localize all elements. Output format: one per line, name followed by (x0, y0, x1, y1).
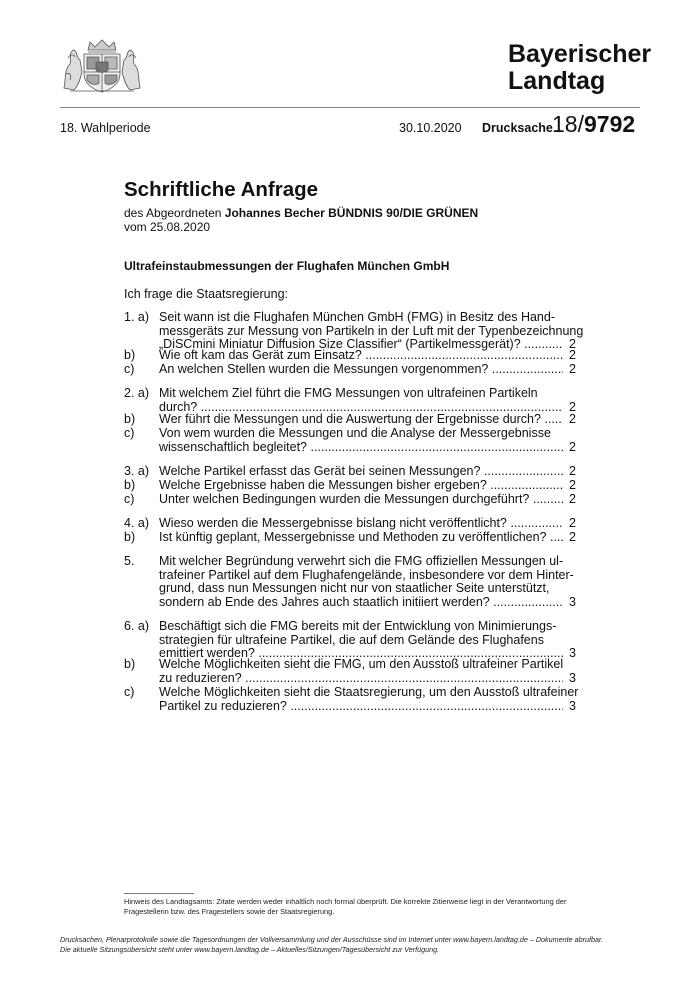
submission-date: vom 25.08.2020 (124, 220, 211, 234)
question-text-line: Wer führt die Messungen und die Auswertung der Ergebnisse durch? ..... (159, 413, 563, 427)
question-text-line: trafeiner Partikel auf dem Flughafengelände, insbesondere vor dem Hinter- (159, 567, 574, 582)
question-label: c) (124, 362, 135, 376)
question-item (124, 531, 576, 545)
author-name: Johannes Becher BÜNDNIS 90/DIE GRÜNEN (224, 206, 479, 220)
question-label: 1. a) (124, 310, 150, 324)
question-text-line: Welche Möglichkeiten sieht die FMG, um den Ausstoß ultrafeiner Partikel (159, 657, 564, 671)
question-text-line: Welche Möglichkeiten sieht die Staatsregierung, um den Ausstoß ultrafeiner (159, 685, 579, 699)
answer-page-number: 3 (569, 595, 576, 610)
page-footer (60, 935, 640, 954)
subject-heading: Ultrafeinstaubmessungen der Flughafen München GmbH (124, 259, 450, 273)
question-text-line: zu reduzieren? ..... (159, 672, 563, 686)
question-label: c) (124, 426, 135, 440)
drucksache-number (552, 111, 635, 137)
question-label: 4. a) (124, 516, 150, 530)
question-text-line: Wieso werden die Messergebnisse bislang nicht veröffentlicht? ..... (159, 517, 563, 531)
question-label: c) (124, 685, 135, 699)
answer-page-number: 2 (569, 347, 576, 362)
header-divider (60, 107, 640, 108)
question-text (159, 349, 571, 363)
question-text (159, 363, 571, 377)
question-item (124, 658, 576, 685)
question-text-line: Seit wann ist die Flughafen München GmbH (FMG) in Besitz des Hand- (159, 310, 556, 324)
footnote-divider (124, 893, 194, 894)
footer-line-2: Die aktuelle Sitzungsübersicht steht unter www.bayern.landtag.de – Aktuelles/Sitzungen/Tagesübersicht zur Verfügung. (60, 944, 440, 954)
question-text-line: wissenschaftlich begleitet? ..... (159, 441, 563, 455)
drucksache-label: Drucksache (482, 121, 553, 135)
question-text-line: Ist künftig geplant, Messergebnisse und Methoden zu veröffentlichen? ..... (159, 531, 563, 545)
question-item (124, 310, 584, 352)
answer-page-number: 2 (569, 411, 576, 426)
author-prefix: des Abgeordneten (124, 206, 222, 220)
drucksache-number-main: 9792 (583, 111, 636, 137)
question-label: 2. a) (124, 386, 150, 400)
question-text-line: Wie oft kam das Gerät zum Einsatz? ..... (159, 349, 563, 363)
answer-page-number: 2 (569, 491, 576, 506)
answer-page-number: 3 (569, 698, 576, 713)
question-text (159, 620, 571, 661)
answer-page-number: 2 (569, 361, 576, 376)
question-label: b) (124, 348, 136, 362)
footnote (124, 897, 584, 916)
question-text (159, 387, 571, 414)
drucksache-number-prefix: 18/ (552, 111, 584, 137)
question-text (159, 658, 571, 685)
author-line (124, 206, 478, 220)
question-label: b) (124, 478, 136, 492)
question-text-line: Welche Ergebnisse haben die Messungen bisher ergeben? ..... (159, 479, 563, 493)
question-text-line: messgeräts zur Messung von Partikeln in der Luft mit der Typenbezeichnung (159, 323, 584, 338)
question-text-line: Partikel zu reduzieren? ..... (159, 700, 563, 714)
question-text-line: Beschäftigt sich die FMG bereits mit der Entwicklung von Minimierungs- (159, 619, 557, 633)
question-text (159, 554, 574, 610)
answer-page-number: 2 (569, 477, 576, 492)
question-item (124, 349, 576, 363)
question-label: b) (124, 657, 136, 671)
question-label: 3. a) (124, 464, 150, 478)
question-text (159, 479, 571, 493)
answer-page-number: 2 (569, 463, 576, 478)
answer-page-number: 2 (569, 399, 576, 414)
question-text-line: Unter welchen Bedingungen wurden die Messungen durchgeführt? ..... (159, 493, 563, 507)
question-text-line: Welche Partikel erfasst das Gerät bei seinen Messungen? ..... (159, 465, 563, 479)
question-text (159, 413, 571, 427)
answer-page-number: 2 (569, 515, 576, 530)
footer-line-1: Drucksachen, Plenarprotokolle sowie die Tagesordnungen der Vollversammlung und der Ausschüsse sind im Internet unter www.bayern.landtag.de – Dokumente abrufbar. (60, 935, 604, 944)
question-text (159, 517, 571, 531)
question-text (159, 310, 584, 352)
question-text (159, 685, 579, 713)
brand-line-1: Bayerischer (508, 40, 652, 68)
document-title: Schriftliche Anfrage (124, 178, 319, 201)
question-item (124, 413, 576, 427)
question-label: 6. a) (124, 619, 150, 633)
footnote-line-2: Fragestellerin bzw. des Fragestellers sowie der Staatsregierung. (124, 906, 335, 916)
answer-page-number: 2 (569, 439, 576, 454)
question-item (124, 387, 576, 414)
question-text-line: emittiert werden? ..... (159, 647, 563, 661)
question-text-line: Mit welchem Ziel führt die FMG Messungen von ultrafeinen Partikeln (159, 386, 538, 400)
brand-line-2: Landtag (508, 67, 606, 95)
answer-page-number: 3 (569, 670, 576, 685)
footnote-line-1: Hinweis des Landtagsamts: Zitate werden weder inhaltlich noch formal überprüft. Die korrekte Zitierweise liegt in der Verantwortung der (124, 897, 567, 906)
question-item (124, 427, 576, 454)
document-date: 30.10.2020 (399, 121, 462, 135)
question-label: 5. (124, 554, 135, 568)
question-item (124, 465, 576, 479)
question-item (124, 685, 579, 713)
question-item (124, 363, 576, 377)
coat-of-arms-logo (60, 38, 144, 94)
election-period: 18. Wahlperiode (60, 121, 151, 135)
answer-page-number: 3 (569, 646, 576, 661)
question-text (159, 531, 571, 545)
brand-title (508, 41, 651, 95)
question-text-line: sondern ab Ende des Jahres auch staatlich initiiert werden? ..... (159, 596, 563, 610)
question-label: c) (124, 492, 135, 506)
question-item (124, 493, 576, 507)
question-text-line: Mit welcher Begründung verwehrt sich die FMG offiziellen Messungen ul- (159, 554, 564, 568)
question-text (159, 493, 571, 507)
question-text-line: grund, dass nun Messungen nicht nur von staatlicher Seite unterstützt, (159, 581, 550, 596)
question-text (159, 427, 571, 454)
question-label: b) (124, 530, 136, 544)
question-text-line: durch? ..... (159, 401, 563, 415)
question-item (124, 479, 576, 493)
question-item (124, 517, 576, 531)
answer-page-number: 2 (569, 529, 576, 544)
question-text-line: Von wem wurden die Messungen und die Analyse der Messergebnisse (159, 426, 551, 440)
question-text (159, 465, 571, 479)
question-item (124, 620, 576, 661)
question-item (124, 555, 576, 610)
intro-text: Ich frage die Staatsregierung: (124, 287, 288, 301)
question-text-line: strategien für ultrafeine Partikel, die auf dem Gelände des Flughafens (159, 632, 544, 647)
question-text-line: „DiSCmini Miniatur Diffusion Size Classifier“ (Partikelmessgerät)? ..... (159, 338, 563, 352)
answer-page-number: 2 (569, 337, 576, 352)
question-label: b) (124, 412, 136, 426)
question-text-line: An welchen Stellen wurden die Messungen vorgenommen? ..... (159, 363, 563, 377)
